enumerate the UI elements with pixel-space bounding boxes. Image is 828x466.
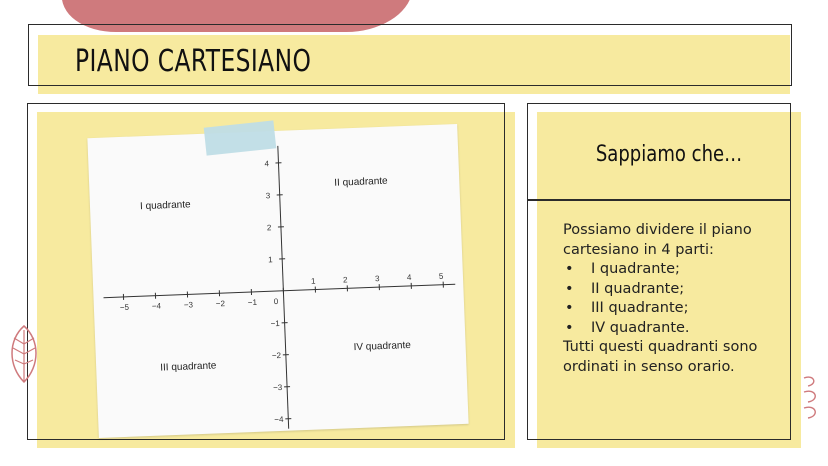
list-item: • III quadrante; <box>563 299 793 319</box>
x-tick-label: 1 <box>310 276 316 286</box>
y-tick-label: 3 <box>265 191 271 201</box>
y-tick-label: −2 <box>271 350 282 361</box>
x-tick-label: −4 <box>151 301 162 311</box>
y-tick-label: −4 <box>274 414 284 425</box>
page-title: PIANO CARTESIANO <box>75 44 312 79</box>
y-tick-label: 2 <box>266 223 272 233</box>
x-tick-label: 2 <box>342 275 348 285</box>
quadrant-label-q1: I quadrante <box>139 199 191 213</box>
leaf-doodle-icon <box>4 322 44 386</box>
x-tick-label: −1 <box>247 297 258 308</box>
conclusion-text: Tutti questi quadranti sono ordinati in senso orario. <box>563 339 758 375</box>
list-item: • I quadrante; <box>563 260 793 280</box>
swirl-doodle-icon <box>800 372 826 422</box>
x-tick-label: 4 <box>406 272 412 283</box>
list-item: • II quadrante; <box>563 280 793 300</box>
x-tick-label: 5 <box>438 271 444 281</box>
x-tick-label: 0 <box>273 297 279 307</box>
list-item: • IV quadrante. <box>563 319 793 339</box>
x-tick-label: 3 <box>374 274 380 284</box>
y-tick-label: −1 <box>270 318 280 329</box>
y-tick-label: 4 <box>264 159 270 169</box>
quadrant-label-q4: IV quadrante <box>353 339 412 354</box>
quadrant-list <box>563 260 793 338</box>
x-axis <box>104 284 456 298</box>
quadrant-label-q3: III quadrante <box>160 360 217 374</box>
cartesian-plane <box>87 124 468 438</box>
x-tick-label: −2 <box>215 299 226 309</box>
x-ticks <box>119 272 445 312</box>
x-tick-label: −3 <box>183 300 194 310</box>
intro-text: Possiamo dividere il piano cartesiano in 4 parti: <box>563 222 752 258</box>
quadrant-label-q2: II quadrante <box>334 175 388 189</box>
x-tick-label: −5 <box>119 302 130 313</box>
y-tick-label: −3 <box>272 382 283 393</box>
explanation-text <box>563 221 793 377</box>
graph-paper <box>87 124 468 438</box>
info-panel-divider <box>527 199 791 201</box>
y-tick-label: 1 <box>268 255 273 265</box>
side-heading: Sappiamo che… <box>595 142 743 167</box>
